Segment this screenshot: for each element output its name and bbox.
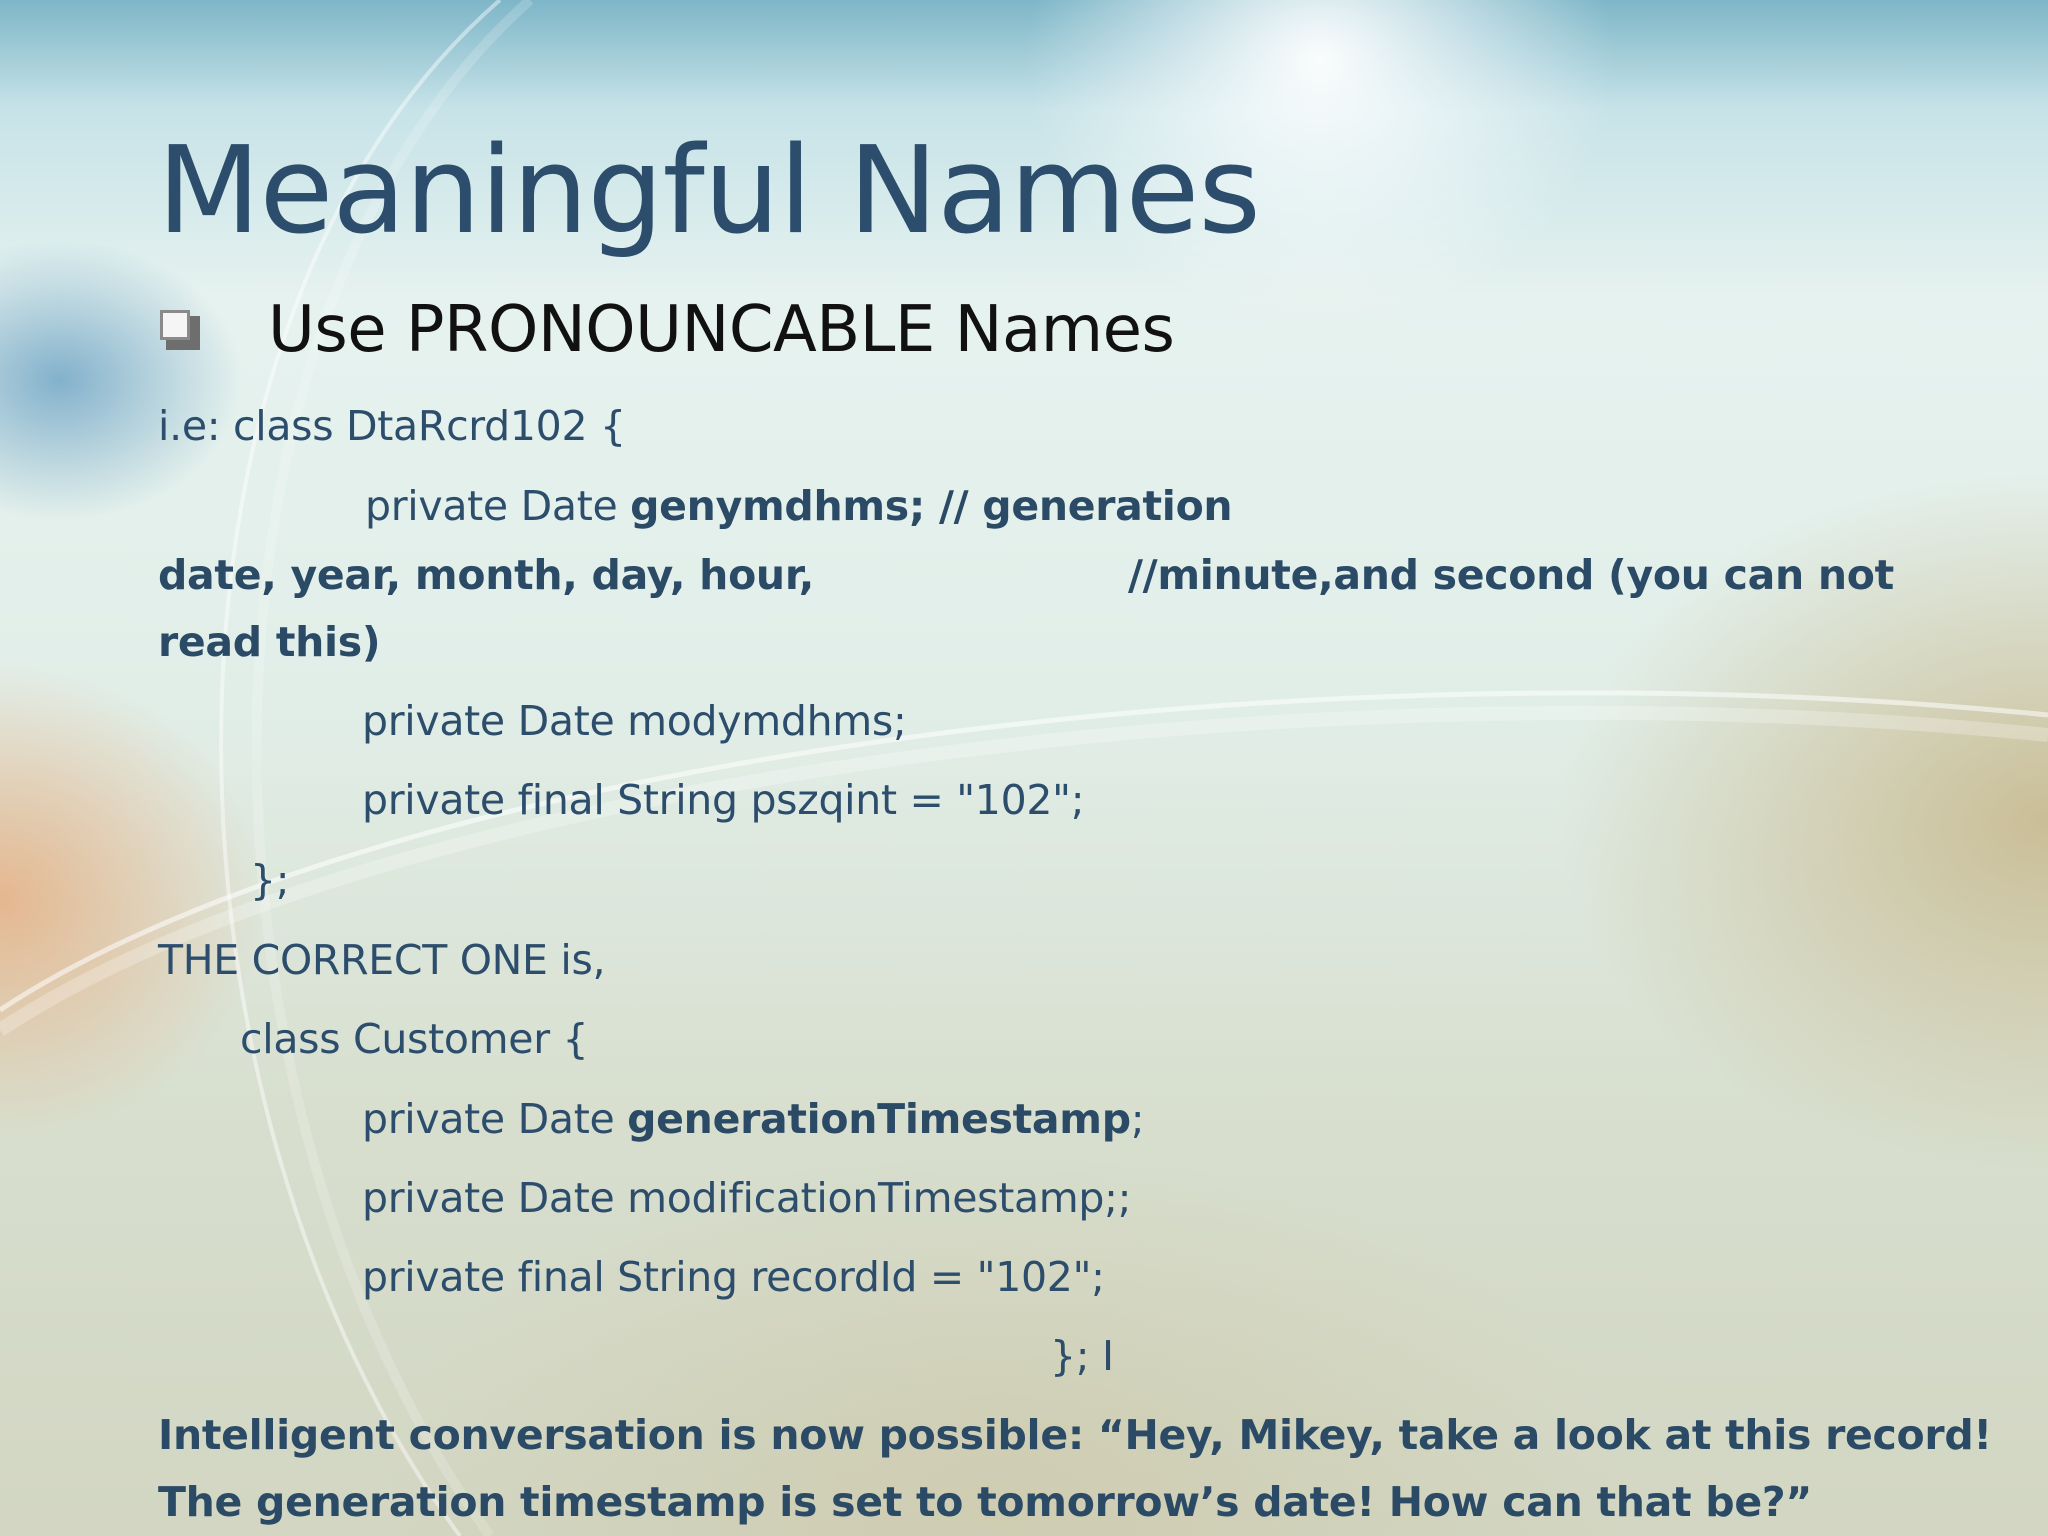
code-line-4: read this) — [158, 618, 381, 666]
code-line-2 — [365, 478, 1232, 534]
code-line-3b: //minute,and second (you can not — [1128, 551, 1894, 599]
code-line-12: private final String recordId = "102"; — [362, 1253, 1105, 1301]
code-text: private Date — [362, 1095, 628, 1143]
bullet-text: Use PRONOUNCABLE Names — [268, 293, 1175, 367]
code-bold-text: generationTimestamp — [627, 1095, 1131, 1143]
code-line-7: }; — [250, 856, 290, 904]
code-line-3a: date, year, month, day, hour, — [158, 551, 814, 599]
code-line-5: private Date modymdhms; — [362, 697, 907, 745]
code-bold-text: genymdhms; // generation — [630, 482, 1233, 530]
checkbox-bullet-icon — [160, 310, 200, 350]
code-text: private Date — [365, 482, 631, 530]
code-line-9: class Customer { — [240, 1015, 589, 1063]
code-line-13: }; I — [1050, 1332, 1114, 1380]
code-text: ; — [1130, 1095, 1145, 1143]
code-line-6: private final String pszqint = "102"; — [362, 776, 1085, 824]
slide-title: Meaningful Names — [157, 122, 1260, 261]
bullet-item — [160, 290, 1174, 370]
code-line-10 — [362, 1091, 1144, 1147]
code-line-11: private Date modificationTimestamp;; — [362, 1174, 1132, 1222]
conclusion-line-1: Intelligent conversation is now possible: “Hey, Mikey, take a look at this record! — [158, 1411, 1992, 1459]
conclusion-line-2: The generation timestamp is set to tomorrow’s date! How can that be?” — [158, 1478, 1812, 1526]
code-line-1: i.e: class DtaRcrd102 { — [158, 402, 626, 450]
code-line-8: THE CORRECT ONE is, — [158, 936, 606, 984]
